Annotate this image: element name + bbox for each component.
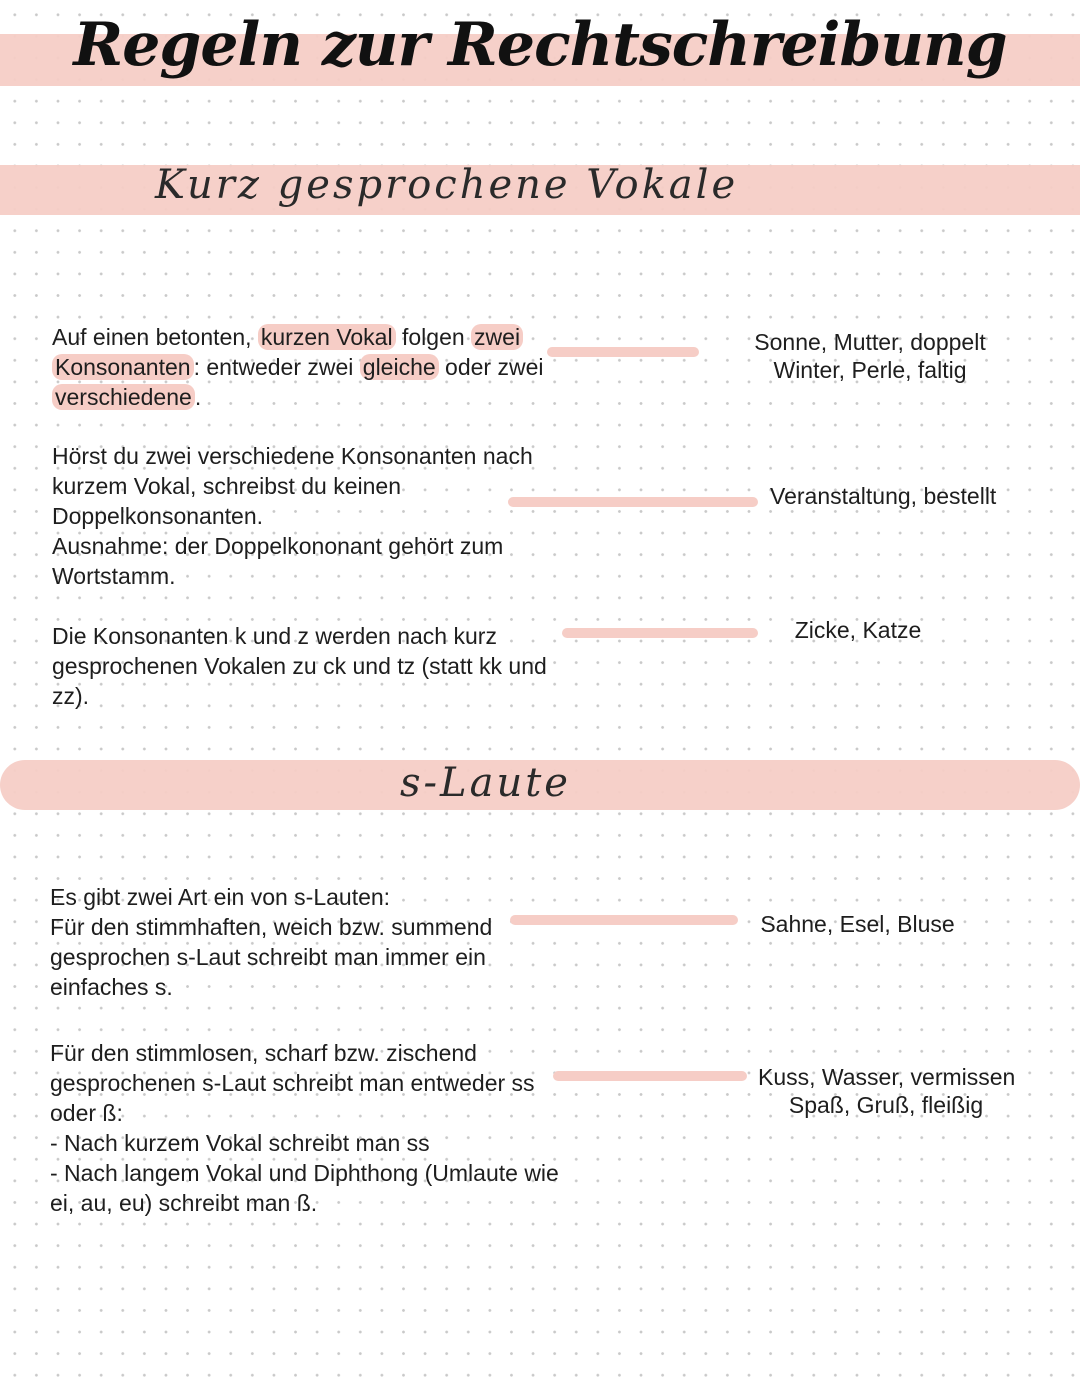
example-words	[778, 616, 938, 644]
example-words	[755, 910, 960, 938]
rule-line: Wortstamm.	[52, 563, 176, 589]
rule-line: gesprochen s-Laut schreibt man immer ein	[50, 944, 486, 970]
connector-line	[562, 628, 758, 638]
rule-line: oder ß:	[50, 1100, 123, 1126]
example-words	[770, 482, 997, 510]
rule-line: einfaches s.	[50, 974, 173, 1000]
rule-line: Hörst du zwei verschiedene Konsonanten nach	[52, 443, 533, 469]
text-segment: Auf einen betonten,	[52, 324, 258, 350]
rule-line: ei, au, eu) schreibt man ß.	[50, 1190, 318, 1216]
highlight: zwei	[471, 324, 523, 350]
rule-text	[50, 882, 492, 1002]
example-line: Sonne, Mutter, doppelt	[754, 329, 986, 355]
rule-line: gesprochenen s-Laut schreibt man entweder ss	[50, 1070, 535, 1096]
connector-line	[553, 1071, 747, 1081]
connector-line	[510, 915, 738, 925]
highlight: kurzen Vokal	[258, 324, 396, 350]
rule-text	[52, 621, 547, 711]
example-line: Spaß, Gruß, fleißig	[788, 1092, 984, 1118]
page-title: Regeln zur Rechtschreibung	[73, 10, 1007, 80]
rule-text	[52, 322, 544, 412]
rule-line: zz).	[52, 683, 90, 709]
highlight: gleiche	[360, 354, 439, 380]
section-heading-vokale: Kurz gesprochene Vokale	[155, 162, 739, 208]
rule-line: Die Konsonanten k und z werden nach kurz	[52, 623, 497, 649]
rule-line: - Nach langem Vokal und Diphthong (Umlaute wie	[50, 1160, 559, 1186]
highlight: Konsonanten	[52, 354, 194, 380]
example-line: Winter, Perle, faltig	[773, 357, 967, 383]
rule-line: Doppelkonsonanten.	[52, 503, 263, 529]
text-segment: folgen	[395, 324, 472, 350]
example-line: Kuss, Wasser, vermissen	[758, 1064, 1016, 1090]
rule-text	[52, 441, 533, 591]
example-line: Sahne, Esel, Bluse	[760, 911, 955, 937]
rule-line: Es gibt zwei Art ein von s-Lauten:	[50, 884, 391, 910]
rule-text	[50, 1038, 559, 1218]
text-segment: : entweder zwei	[193, 354, 360, 380]
connector-line	[547, 347, 699, 357]
connector-line	[508, 497, 758, 507]
rule-line: gesprochenen Vokalen zu ck und tz (statt kk und	[52, 653, 547, 679]
example-words	[758, 1063, 1014, 1119]
rule-line: Für den stimmhaften, weich bzw. summend	[50, 914, 493, 940]
text-segment: oder zwei	[438, 354, 544, 380]
rule-line: - Nach kurzem Vokal schreibt man ss	[50, 1130, 430, 1156]
highlight: verschiedene	[52, 384, 195, 410]
rule-line: kurzem Vokal, schreibst du keinen	[52, 473, 402, 499]
rule-line: Ausnahme: der Doppelkononant gehört zum	[52, 533, 504, 559]
example-words	[740, 328, 1000, 384]
example-line: Zicke, Katze	[794, 617, 922, 643]
section-heading-s-laute: s-Laute	[400, 760, 571, 806]
example-line: Veranstaltung, bestellt	[770, 483, 997, 509]
rule-line: Für den stimmlosen, scharf bzw. zischend	[50, 1040, 477, 1066]
text-segment: .	[194, 384, 202, 410]
